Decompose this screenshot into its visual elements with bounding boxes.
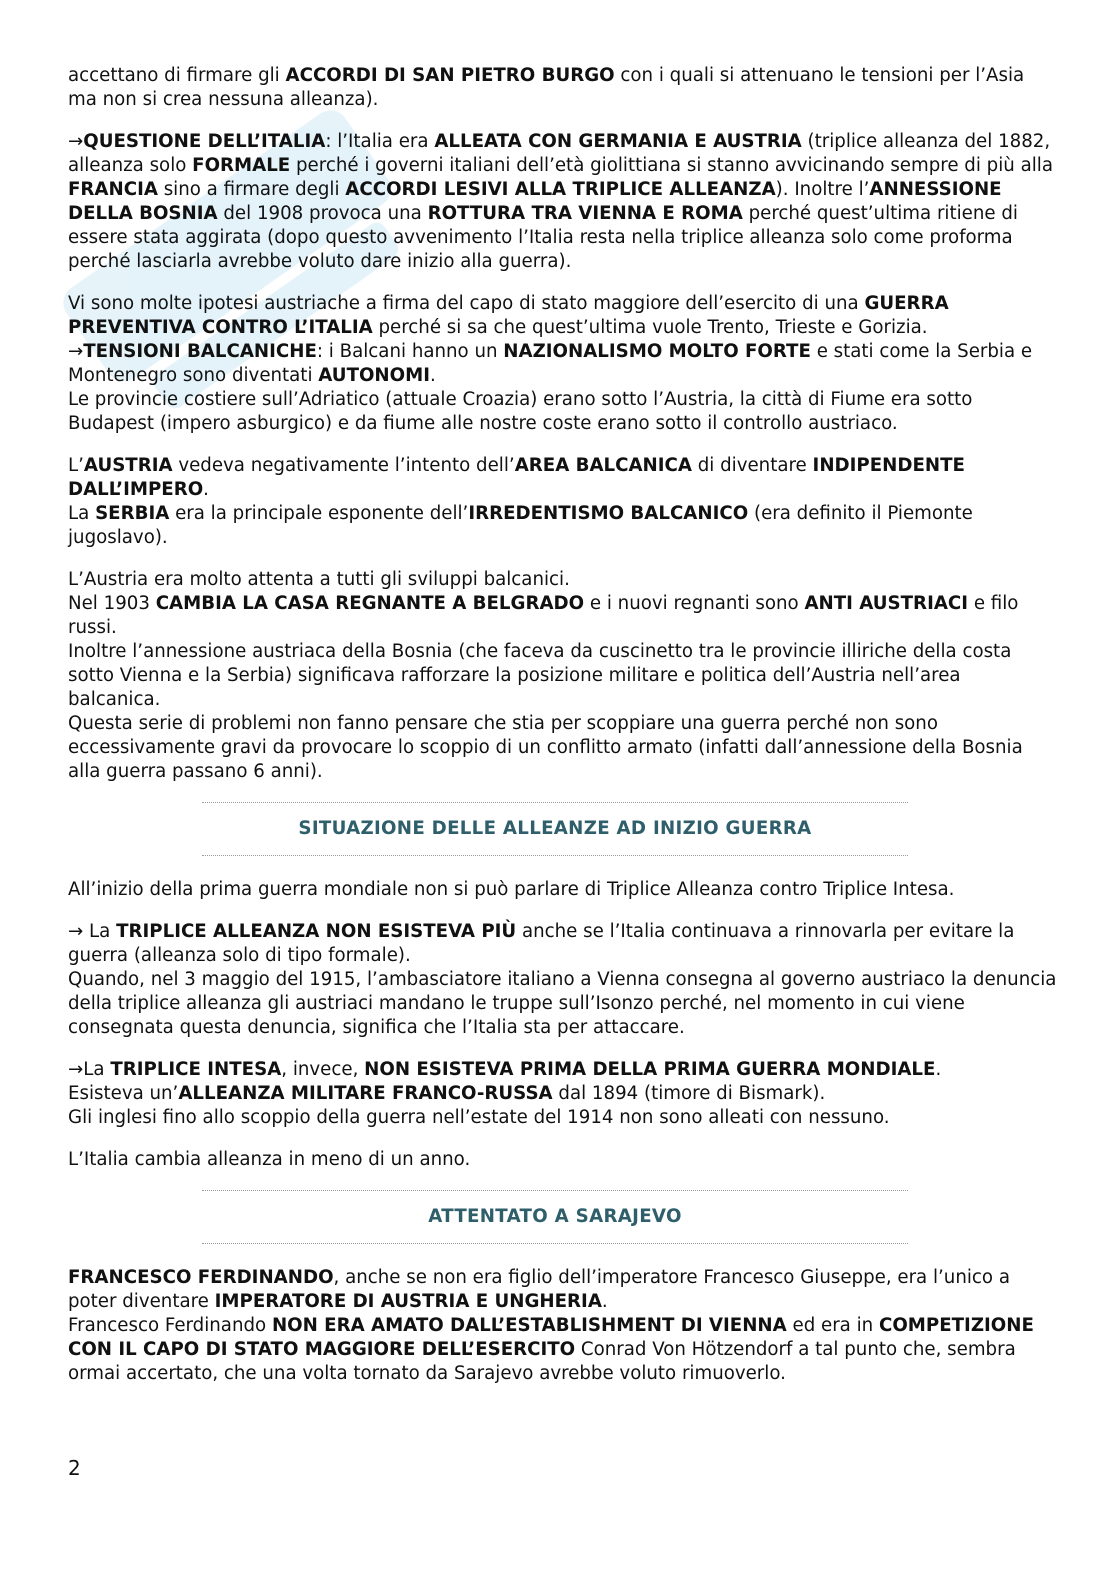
bold-text: NON ESISTEVA PRIMA DELLA PRIMA GUERRA MONDIALE (364, 1059, 936, 1080)
paragraph (68, 1106, 1058, 1130)
bold-text: IMPERATORE DI AUSTRIA E UNGHERIA (214, 1291, 602, 1312)
paragraph (68, 640, 1058, 712)
text-run: → La (68, 921, 117, 942)
paragraph (68, 502, 1058, 550)
text-run: Le provincie costiere sull’Adriatico (attuale Croazia) erano sotto l’Austria, la città di Fiume era sotto Budapest (impero asburgico) e da fiume alle nostre coste erano sotto il controllo austriaco. (68, 389, 973, 434)
text-run: dal 1894 (timore di Bismark). (552, 1083, 826, 1104)
paragraph (68, 340, 1058, 388)
bold-text: ALLEATA CON GERMANIA E AUSTRIA (434, 131, 802, 152)
text-run: Gli inglesi fino allo scoppio della guerra nell’estate del 1914 non sono alleati con nessuno. (68, 1107, 890, 1128)
bold-text: AREA BALCANICA (514, 455, 692, 476)
bold-text: FRANCIA (68, 179, 158, 200)
bold-text: ALLEANZA MILITARE FRANCO-RUSSA (178, 1083, 553, 1104)
bold-text: GUERRA PREVENTIVA CONTRO L’ITALIA (68, 293, 949, 338)
paragraph (68, 1314, 1058, 1386)
paragraph (68, 130, 1058, 274)
dotted-divider (202, 1243, 908, 1244)
text-run: . (203, 479, 209, 500)
text-run: era la principale esponente dell’ (169, 503, 469, 524)
text-run: → (68, 341, 84, 362)
bold-text: TRIPLICE INTESA (110, 1059, 282, 1080)
section-heading: ATTENTATO A SARAJEVO (428, 1206, 682, 1227)
text-run: (triplice alleanza del 1882, alleanza solo (68, 131, 1051, 176)
text-run: : i Balcani hanno un (316, 341, 504, 362)
paragraph (68, 712, 1058, 784)
text-run: →La (68, 1059, 111, 1080)
text-run: All’inizio della prima guerra mondiale non si può parlare di Triplice Alleanza contro Triplice Intesa. (68, 879, 955, 900)
paragraph (68, 878, 1058, 902)
bold-text: CAMBIA LA CASA REGNANTE A BELGRADO (155, 593, 585, 614)
paragraph (68, 1148, 1058, 1172)
text-run: Vi sono molte ipotesi austriache a firma del capo di stato maggiore dell’esercito di una (68, 293, 865, 314)
paragraph (68, 1058, 1058, 1082)
text-run: Quando, nel 3 maggio del 1915, l’ambasciatore italiano a Vienna consegna al governo austriaco la denuncia della triplice alleanza gli austriaci mandano le truppe sull’Isonzo perché, nel momento in cui viene consegnata questa denuncia, significa che l’Italia sta per attaccare. (68, 969, 1057, 1038)
bold-text: AUTONOMI (318, 365, 430, 386)
text-run: ed era in (786, 1315, 879, 1336)
text-run: . (935, 1059, 942, 1080)
text-run: e stati come la Serbia e Montenegro sono diventati (68, 341, 1033, 386)
bold-text: IRREDENTISMO BALCANICO (468, 503, 749, 524)
text-run: del 1908 provoca una (217, 203, 428, 224)
text-run: vedeva negativamente l’intento dell’ (172, 455, 515, 476)
text-run: perché si sa che quest’ultima vuole Trento, Trieste e Gorizia. (372, 317, 928, 338)
text-run: e filo russi. (68, 593, 1019, 638)
text-run: e i nuovi regnanti sono (584, 593, 805, 614)
text-run: La (68, 503, 96, 524)
text-run: . (601, 1291, 608, 1312)
text-run: sino a firmare degli (157, 179, 346, 200)
bold-text: FRANCESCO FERDINANDO (68, 1267, 334, 1288)
text-run: accettano di firmare gli (68, 65, 286, 86)
bold-text: INDIPENDENTE DALL’IMPERO (68, 455, 965, 500)
text-run: Francesco Ferdinando (68, 1315, 272, 1336)
bold-text: ANNESSIONE DELLA BOSNIA (68, 179, 1002, 224)
text-run: . (429, 365, 436, 386)
bold-text: SERBIA (95, 503, 170, 524)
text-run: ). Inoltre l’ (775, 179, 870, 200)
text-run: L’Italia cambia alleanza in meno di un anno. (68, 1149, 471, 1170)
section-heading-block (202, 802, 908, 856)
section-heading: SITUAZIONE DELLE ALLEANZE AD INIZIO GUERRA (298, 818, 812, 839)
paragraph (68, 388, 1058, 436)
page-number: 2 (68, 1456, 81, 1480)
bold-text: QUESTIONE DELL’ITALIA (83, 131, 326, 152)
paragraph (68, 968, 1058, 1040)
text-run: perché quest’ultima ritiene di essere stata aggirata (dopo questo avvenimento l’Italia resta nella triplice alleanza solo come proforma perché lasciarla avrebbe voluto dare inizio alla guerra). (68, 203, 1018, 272)
text-run: perché i governi italiani dell’età giolittiana si stanno avvicinando sempre di più alla (290, 155, 1053, 176)
bold-text: TENSIONI BALCANICHE (83, 341, 317, 362)
paragraph (68, 454, 1058, 502)
paragraph (68, 568, 1058, 592)
bold-text: AUSTRIA (83, 455, 173, 476)
bold-text: FORMALE (192, 155, 291, 176)
text-run: Questa serie di problemi non fanno pensare che stia per scoppiare una guerra perché non sono eccessivamente gravi da provocare lo scoppio di un conflitto armato (infatti dall’annessione della Bosnia alla guerra passano 6 anni). (68, 713, 1023, 782)
text-run: (era definito il Piemonte jugoslavo). (68, 503, 973, 548)
paragraph (68, 1082, 1058, 1106)
bold-text: ROTTURA TRA VIENNA E ROMA (427, 203, 743, 224)
text-run: , anche se non era figlio dell’imperatore Francesco Giuseppe, era l’unico a poter diventare (68, 1267, 1010, 1312)
dotted-divider (202, 855, 908, 856)
bold-text: COMPETIZIONE CON IL CAPO DI STATO MAGGIORE DELL’ESERCITO (68, 1315, 1034, 1360)
document-body (68, 64, 1058, 1386)
text-run: L’ (68, 455, 84, 476)
text-run: , invece, (281, 1059, 365, 1080)
text-run: Conrad Von Hötzendorf a tal punto che, sembra ormai accertato, che una volta tornato da Sarajevo avrebbe voluto rimuoverlo. (68, 1339, 1016, 1384)
paragraph (68, 920, 1058, 968)
text-run: Nel 1903 (68, 593, 156, 614)
text-run: anche se l’Italia continuava a rinnovarla per evitare la guerra (alleanza solo di tipo formale). (68, 921, 1015, 966)
paragraph (68, 64, 1058, 112)
bold-text: NAZIONALISMO MOLTO FORTE (503, 341, 811, 362)
bold-text: ACCORDI LESIVI ALLA TRIPLICE ALLEANZA (345, 179, 776, 200)
text-run: : l’Italia era (325, 131, 435, 152)
bold-text: ANTI AUSTRIACI (804, 593, 969, 614)
bold-text: TRIPLICE ALLEANZA NON ESISTEVA PIÙ (116, 921, 517, 942)
bold-text: ACCORDI DI SAN PIETRO BURGO (285, 65, 615, 86)
text-run: con i quali si attenuano le tensioni per l’Asia ma non si crea nessuna alleanza). (68, 65, 1025, 110)
text-run: → (68, 131, 84, 152)
text-run: Inoltre l’annessione austriaca della Bosnia (che faceva da cuscinetto tra le provincie illiriche della costa sotto Vienna e la Serbia) significava rafforzare la posizione militare e politica dell’Austria nell’area balcanica. (68, 641, 1012, 710)
section-heading-block (202, 1190, 908, 1244)
text-run: Esisteva un’ (68, 1083, 179, 1104)
text-run: L’Austria era molto attenta a tutti gli sviluppi balcanici. (68, 569, 570, 590)
paragraph (68, 1266, 1058, 1314)
bold-text: NON ERA AMATO DALL’ESTABLISHMENT DI VIENNA (271, 1315, 787, 1336)
paragraph (68, 292, 1058, 340)
text-run: di diventare (691, 455, 813, 476)
paragraph (68, 592, 1058, 640)
